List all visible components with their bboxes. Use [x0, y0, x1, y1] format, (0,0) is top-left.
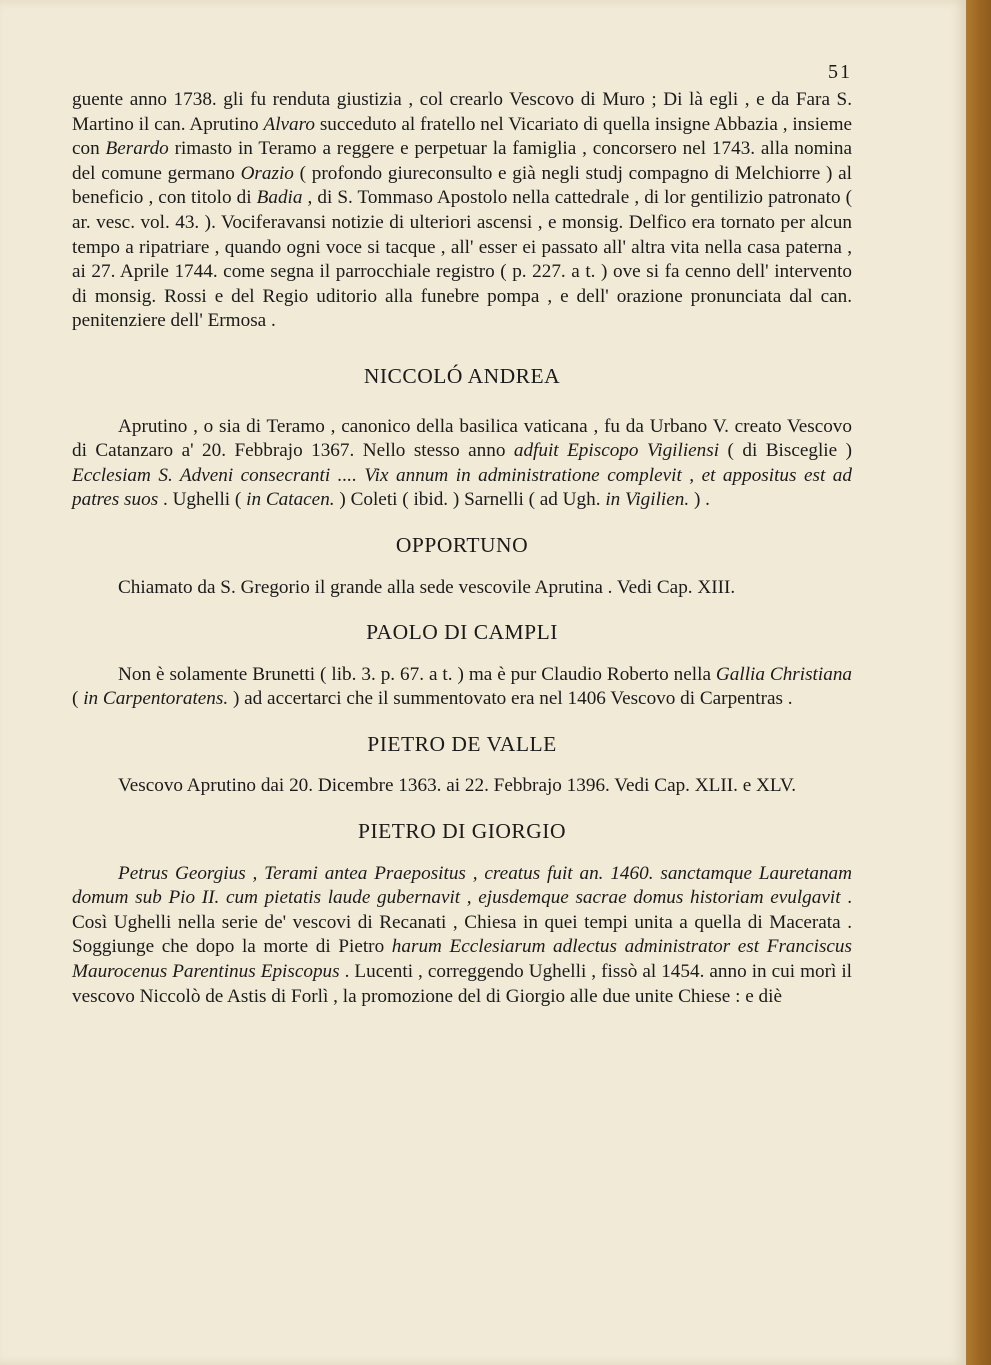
italic-name: Badia [256, 187, 303, 209]
text-run: Chiamato da S. Gregorio il grande alla sede vescovile Aprutina . Vedi Cap. XIII. [118, 576, 736, 598]
intro-paragraph [72, 88, 852, 334]
text-run: . Così Ughelli nella serie de' vescovi di Recanati , Chiesa in quei tempi unita a quella di Macerata . Soggiunge che dopo la morte di Pietro [72, 887, 852, 958]
italic-name: Orazio [240, 162, 294, 184]
text-run: ) ad accertarci che il summentovato era nel 1406 Vescovo di Carpentras . [228, 688, 793, 710]
section-title-pietro-di-giorgio: PIETRO DI GIORGIO [358, 819, 566, 844]
text-run: ( [72, 688, 84, 710]
italic-quote: adfuit Episcopo Vigiliensi [513, 440, 720, 462]
italic-citation: in Vigilien. [605, 489, 690, 511]
italic-name: Berardo [105, 138, 169, 160]
italic-quote: Ecclesiam S. Adveni consecranti .... Vix annum in administratione complevit , et appositus est ad patres suos [72, 464, 852, 511]
page-content [72, 60, 852, 1009]
text-run: rimasto in Teramo a reggere e perpetuar la famiglia , concorsero nel 1743. alla nomina del comune germano [72, 138, 852, 184]
italic-title: Gallia Christiana [715, 663, 853, 685]
text-run: ) . [689, 489, 710, 511]
italic-citation: in Carpentoratens. [83, 688, 229, 710]
text-run: , di S. Tommaso Apostolo nella cattedrale , di lor gentilizio patronato ( ar. vesc. vol. 43. ). Vociferavansi notizie di ulteriori ascensi , e monsig. Delfico era tornato per alcun tempo a ripatriare , quando ogni voce si tacque , all' esser ei passato all' altra vita nella casa paterna , ai 27. Aprile 1744. come segna il parrocchiale registro ( p. 227. a t. ) ove si fa cenno dell' intervento di monsig. Rossi e del Regio uditorio alla funebre pompa , e dell' orazione pronunciata dal can. penitenziere dell' Ermosa . [72, 187, 852, 332]
italic-quote: harum Ecclesiarum adlectus administrator est Franciscus Maurocenus Parentinus Episcopus [72, 936, 852, 983]
italic-citation: in Catacen. [246, 489, 335, 511]
text-run: ( profondo giureconsulto e già negli studj compagno di Melchiorre ) al beneficio , con titolo di [72, 162, 852, 209]
section-title-opportuno: OPPORTUNO [395, 532, 529, 557]
italic-quote: Petrus Georgius , Terami antea Praepositus , creatus fuit an. 1460. sanctamque Lauretanam domum sub Pio II. cum pietatis laude gubernavit , ejusdemque sacrae domus historiam evulgavit [72, 862, 852, 909]
text-run: ) Coleti ( ibid. ) Sarnelli ( ad Ugh. [334, 489, 606, 511]
text-run: succeduto al fratello nel Vicariato di quella insigne Abbazia , insieme con [72, 113, 853, 160]
text-run: Aprutino , o sia di Teramo , canonico della basilica vaticana , fu da Urbano V. creato Vescovo di Catanzaro a' 20. Febbrajo 1367. Nello stesso anno [72, 415, 852, 462]
text-run: . Lucenti , correggendo Ughelli , fissò al 1454. anno in cui morì il vescovo Niccolò de Astis di Forlì , la promozione del di Giorgio alle due unite Chiese : e diè [72, 961, 852, 1007]
page-edge [966, 0, 991, 1365]
page-number: 51 [828, 61, 852, 83]
italic-name: Alvaro [263, 113, 315, 135]
text-run: guente anno 1738. gli fu renduta giustizia , col crearlo Vescovo di Muro ; Di là egli , e da Fara S. Martino il can. Aprutino [72, 89, 852, 135]
section-title-paolo-di-campli: PAOLO DI CAMPLI [366, 620, 558, 645]
section-paragraph-paolo-di-campli [72, 663, 852, 712]
section-paragraph-pietro-di-giorgio [72, 862, 852, 1010]
section-paragraph-pietro-de-valle [72, 774, 852, 799]
section-paragraph-niccolo-andrea [72, 415, 852, 513]
section-paragraph-opportuno [72, 576, 852, 601]
text-run: . Ughelli ( [158, 489, 247, 511]
text-run: Vescovo Aprutino dai 20. Dicembre 1363. ai 22. Febbrajo 1396. Vedi Cap. XLII. e XLV. [118, 775, 797, 797]
text-run: Non è solamente Brunetti ( lib. 3. p. 67. a t. ) ma è pur Claudio Roberto nella [118, 663, 716, 685]
section-title-niccolo-andrea: NICCOLÓ ANDREA [363, 363, 561, 388]
section-title-pietro-de-valle: PIETRO DE VALLE [367, 731, 557, 756]
text-run: ( di Bisceglie ) [719, 440, 852, 462]
